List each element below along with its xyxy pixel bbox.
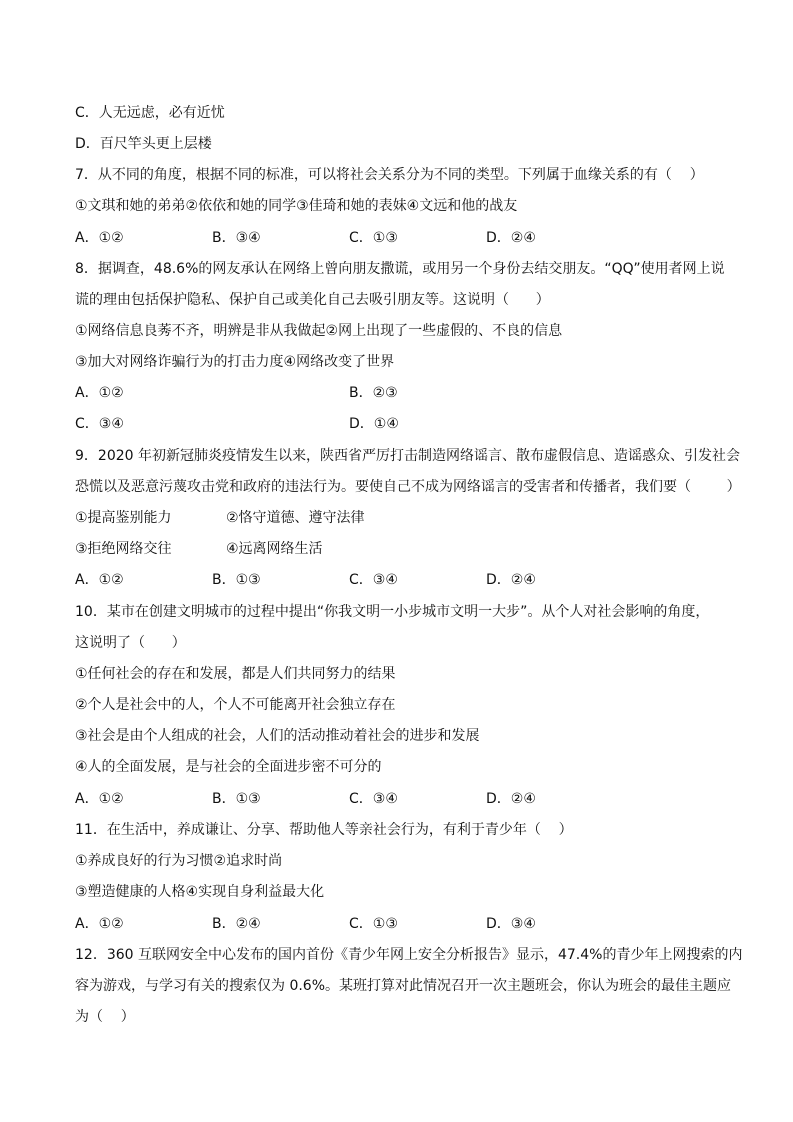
q12-stem-line1: 12．360 互联网安全中心发布的国内首份《青少年网上安全分析报告》显示，47.4%的青少年上网搜索的内	[75, 947, 743, 963]
q10-statement-4: ④人的全面发展，是与社会的全面进步密不可分的	[75, 759, 382, 775]
q11-statements-line2: ③塑造健康的人格④实现自身利益最大化	[75, 884, 325, 900]
q6-option-c: C．人无远虑，必有近忧	[75, 105, 225, 121]
q8-stem-line2: 谎的理由包括保护隐私、保护自己或美化自己去吸引朋友等。这说明（ ）	[75, 292, 550, 308]
q9-statement-3: ③拒绝网络交往	[75, 541, 172, 557]
q9-statement-1: ①提高鉴别能力	[75, 510, 172, 526]
q10-statement-1: ①任何社会的存在和发展，都是人们共同努力的结果	[75, 666, 396, 682]
q7-option-b: B．③④	[212, 230, 261, 246]
q10-statement-3: ③社会是由个人组成的社会，人们的活动推动着社会的进步和发展	[75, 728, 480, 744]
q11-option-d: D．③④	[486, 916, 536, 932]
q9-option-c: C．③④	[349, 572, 398, 588]
q11-stem: 11．在生活中，养成谦让、分享、帮助他人等亲社会行为，有利于青少年（ ）	[75, 822, 573, 838]
q10-stem-line2: 这说明了（ ）	[75, 635, 186, 651]
q8-option-a: A．①②	[75, 385, 124, 401]
q8-option-c: C．③④	[75, 416, 124, 432]
q9-stem-line1: 9．2020 年初新冠肺炎疫情发生以来，陕西省严厉打击制造网络谣言、散布虚假信息、造谣惑众、引发社会	[75, 448, 740, 464]
q9-statement-2: ②恪守道德、遵守法律	[226, 510, 365, 526]
q11-option-b: B．②④	[212, 916, 261, 932]
q7-option-d: D．②④	[486, 230, 536, 246]
q11-statements-line1: ①养成良好的行为习惯②追求时尚	[75, 853, 283, 869]
q10-option-d: D．②④	[486, 791, 536, 807]
q9-option-d: D．②④	[486, 572, 536, 588]
q7-option-a: A．①②	[75, 230, 124, 246]
q8-statements-line2: ③加大对网络诈骗行为的打击力度④网络改变了世界	[75, 354, 395, 370]
q12-stem-line2: 容为游戏，与学习有关的搜索仅为 0.6%。某班打算对此情况召开一次主题班会，你认为班会的最佳主题应	[75, 978, 732, 994]
q11-option-c: C．①③	[349, 916, 398, 932]
q6-option-d: D．百尺竿头更上层楼	[75, 136, 212, 152]
q7-stem: 7．从不同的角度，根据不同的标准，可以将社会关系分为不同的类型。下列属于血缘关系的有（ ）	[75, 167, 704, 183]
q7-statements: ①文琪和她的弟弟②依依和她的同学③佳琦和她的表妹④文远和他的战友	[75, 198, 518, 214]
q9-statement-4: ④远离网络生活	[226, 541, 323, 557]
q8-statements-line1: ①网络信息良莠不齐，明辨是非从我做起②网上出现了一些虚假的、不良的信息	[75, 323, 563, 339]
q8-option-d: D．①④	[349, 416, 399, 432]
q8-option-b: B．②③	[349, 385, 398, 401]
q10-statement-2: ②个人是社会中的人，个人不可能离开社会独立存在	[75, 697, 396, 713]
q10-stem-line1: 10．某市在创建文明城市的过程中提出“你我文明一小步城市文明一大步”。从个人对社会影响的角度，	[75, 604, 710, 620]
q8-stem-line1: 8．据调查，48.6%的网友承认在网络上曾向朋友撒谎，或用另一个身份去结交朋友。“QQ”使用者网上说	[75, 261, 725, 277]
q7-option-c: C．①③	[349, 230, 398, 246]
q9-option-b: B．①③	[212, 572, 261, 588]
q9-stem-line2: 恐慌以及恶意污蔑攻击党和政府的违法行为。要使自己不成为网络谣言的受害者和传播者，我们要（ ）	[75, 479, 741, 495]
q12-stem-line3: 为（ ）	[75, 1009, 135, 1025]
q9-option-a: A．①②	[75, 572, 124, 588]
q10-option-a: A．①②	[75, 791, 124, 807]
q10-option-c: C．③④	[349, 791, 398, 807]
q10-option-b: B．①③	[212, 791, 261, 807]
q11-option-a: A．①②	[75, 916, 124, 932]
